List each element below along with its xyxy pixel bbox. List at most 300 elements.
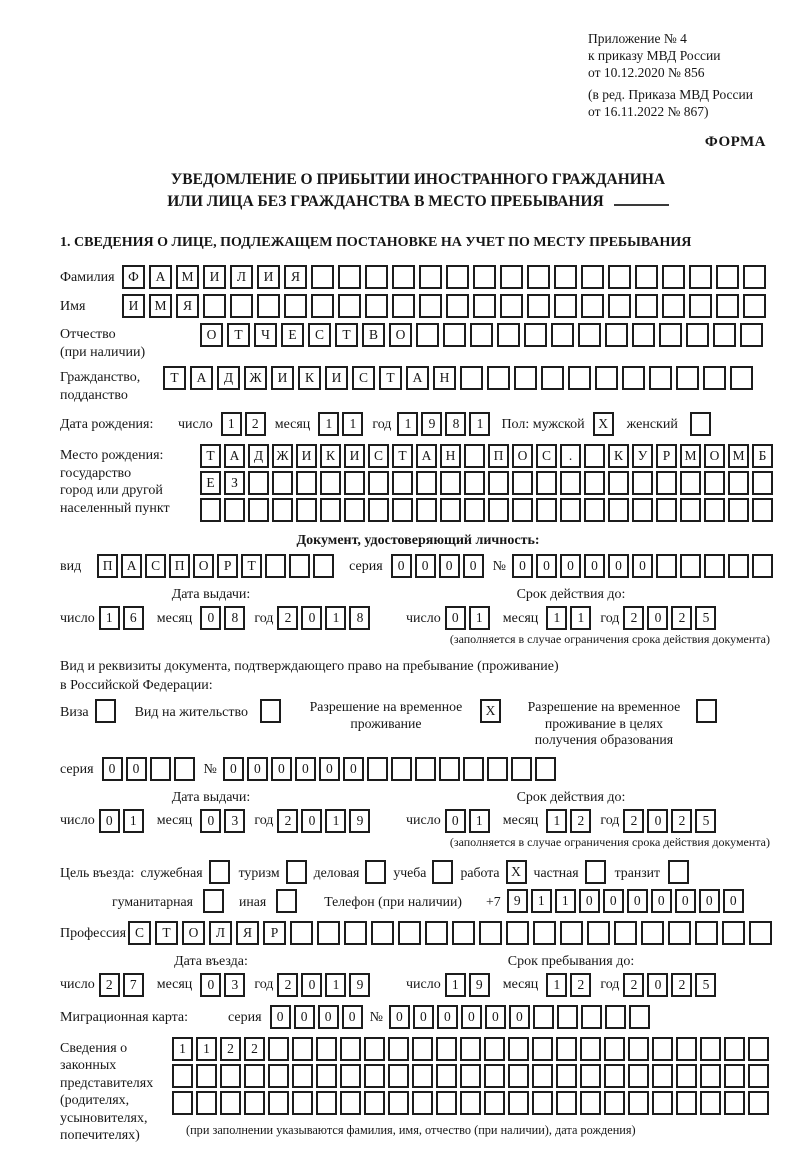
char-cell[interactable]: 5 <box>695 606 716 630</box>
char-cell[interactable]: 2 <box>245 412 266 436</box>
char-cell[interactable] <box>416 323 439 347</box>
char-cell[interactable] <box>632 498 653 522</box>
char-cell[interactable] <box>368 498 389 522</box>
char-cell[interactable] <box>487 757 508 781</box>
char-cell[interactable] <box>584 498 605 522</box>
char-cell[interactable]: С <box>128 921 151 945</box>
char-cell[interactable]: Т <box>335 323 358 347</box>
char-cell[interactable] <box>290 921 313 945</box>
char-cell[interactable]: 0 <box>295 757 316 781</box>
char-cell[interactable] <box>248 471 269 495</box>
char-cell[interactable]: 1 <box>531 889 552 913</box>
char-cell[interactable]: 1 <box>546 809 567 833</box>
male-checkbox[interactable] <box>593 412 617 436</box>
char-cell[interactable] <box>580 1091 601 1115</box>
char-cell[interactable]: 0 <box>675 889 696 913</box>
char-cell[interactable] <box>728 498 749 522</box>
char-cell[interactable]: 2 <box>623 973 644 997</box>
char-cell[interactable] <box>268 1064 289 1088</box>
char-cell[interactable] <box>388 1091 409 1115</box>
char-cell[interactable]: П <box>97 554 118 578</box>
char-cell[interactable] <box>436 1091 457 1115</box>
char-cell[interactable] <box>541 366 564 390</box>
char-cell[interactable] <box>320 471 341 495</box>
char-cell[interactable]: 0 <box>126 757 147 781</box>
char-cell[interactable]: 0 <box>271 757 292 781</box>
char-cell[interactable] <box>506 921 529 945</box>
char-cell[interactable] <box>743 265 766 289</box>
char-cell[interactable] <box>289 554 310 578</box>
char-cell[interactable] <box>690 412 711 436</box>
char-cell[interactable]: 9 <box>349 809 370 833</box>
char-cell[interactable]: 0 <box>608 554 629 578</box>
char-cell[interactable] <box>649 366 672 390</box>
char-cell[interactable]: С <box>536 444 557 468</box>
char-cell[interactable] <box>629 1005 650 1029</box>
char-cell[interactable] <box>500 265 523 289</box>
char-cell[interactable]: 0 <box>247 757 268 781</box>
char-cell[interactable] <box>730 366 753 390</box>
char-cell[interactable] <box>479 921 502 945</box>
char-cell[interactable] <box>344 471 365 495</box>
char-cell[interactable]: А <box>149 265 172 289</box>
char-cell[interactable]: 8 <box>224 606 245 630</box>
char-cell[interactable] <box>473 265 496 289</box>
char-cell[interactable] <box>446 294 469 318</box>
char-cell[interactable] <box>272 498 293 522</box>
char-cell[interactable] <box>392 294 415 318</box>
char-cell[interactable]: В <box>362 323 385 347</box>
char-cell[interactable]: С <box>352 366 375 390</box>
char-cell[interactable] <box>248 498 269 522</box>
char-cell[interactable]: Т <box>227 323 250 347</box>
char-cell[interactable]: Т <box>155 921 178 945</box>
char-cell[interactable] <box>512 498 533 522</box>
char-cell[interactable] <box>419 294 442 318</box>
char-cell[interactable] <box>704 471 725 495</box>
char-cell[interactable]: М <box>149 294 172 318</box>
char-cell[interactable]: 1 <box>342 412 363 436</box>
char-cell[interactable] <box>533 921 556 945</box>
char-cell[interactable]: Р <box>263 921 286 945</box>
char-cell[interactable] <box>511 757 532 781</box>
female-checkbox[interactable] <box>690 412 714 436</box>
char-cell[interactable] <box>203 889 224 913</box>
char-cell[interactable] <box>260 699 281 723</box>
char-cell[interactable] <box>365 860 386 884</box>
char-cell[interactable]: 5 <box>695 973 716 997</box>
char-cell[interactable]: 7 <box>123 973 144 997</box>
char-cell[interactable]: 1 <box>325 606 346 630</box>
char-cell[interactable]: П <box>488 444 509 468</box>
residence-permit-checkbox[interactable] <box>260 699 284 723</box>
char-cell[interactable]: 2 <box>99 973 120 997</box>
char-cell[interactable] <box>340 1037 361 1061</box>
char-cell[interactable] <box>716 265 739 289</box>
char-cell[interactable]: Л <box>209 921 232 945</box>
char-cell[interactable] <box>439 757 460 781</box>
char-cell[interactable]: А <box>121 554 142 578</box>
char-cell[interactable]: 2 <box>244 1037 265 1061</box>
char-cell[interactable] <box>604 1037 625 1061</box>
char-cell[interactable] <box>284 294 307 318</box>
char-cell[interactable] <box>464 498 485 522</box>
char-cell[interactable]: 0 <box>270 1005 291 1029</box>
char-cell[interactable]: И <box>296 444 317 468</box>
char-cell[interactable]: С <box>308 323 331 347</box>
char-cell[interactable]: 0 <box>200 809 221 833</box>
char-cell[interactable] <box>680 498 701 522</box>
char-cell[interactable] <box>595 366 618 390</box>
char-cell[interactable] <box>584 471 605 495</box>
char-cell[interactable] <box>512 471 533 495</box>
char-cell[interactable]: 1 <box>445 973 466 997</box>
char-cell[interactable] <box>95 699 116 723</box>
char-cell[interactable]: А <box>190 366 213 390</box>
char-cell[interactable] <box>508 1064 529 1088</box>
char-cell[interactable] <box>311 265 334 289</box>
char-cell[interactable]: 0 <box>318 1005 339 1029</box>
char-cell[interactable] <box>452 921 475 945</box>
char-cell[interactable] <box>368 471 389 495</box>
char-cell[interactable] <box>230 294 253 318</box>
char-cell[interactable] <box>532 1064 553 1088</box>
char-cell[interactable] <box>196 1091 217 1115</box>
char-cell[interactable]: 3 <box>224 809 245 833</box>
char-cell[interactable] <box>488 471 509 495</box>
char-cell[interactable]: С <box>368 444 389 468</box>
char-cell[interactable] <box>700 1037 721 1061</box>
char-cell[interactable]: И <box>271 366 294 390</box>
char-cell[interactable] <box>276 889 297 913</box>
char-cell[interactable] <box>652 1064 673 1088</box>
char-cell[interactable]: Т <box>200 444 221 468</box>
char-cell[interactable] <box>676 1091 697 1115</box>
char-cell[interactable] <box>209 860 230 884</box>
char-cell[interactable] <box>316 1064 337 1088</box>
char-cell[interactable]: 0 <box>485 1005 506 1029</box>
char-cell[interactable]: К <box>320 444 341 468</box>
char-cell[interactable] <box>150 757 171 781</box>
char-cell[interactable] <box>398 921 421 945</box>
work-checkbox[interactable] <box>506 860 530 884</box>
char-cell[interactable] <box>689 294 712 318</box>
char-cell[interactable] <box>551 323 574 347</box>
char-cell[interactable]: 2 <box>570 973 591 997</box>
char-cell[interactable] <box>580 1037 601 1061</box>
char-cell[interactable]: У <box>632 444 653 468</box>
char-cell[interactable]: 1 <box>318 412 339 436</box>
char-cell[interactable] <box>364 1037 385 1061</box>
char-cell[interactable] <box>722 921 745 945</box>
char-cell[interactable] <box>676 1064 697 1088</box>
char-cell[interactable]: И <box>344 444 365 468</box>
char-cell[interactable] <box>464 471 485 495</box>
char-cell[interactable]: 8 <box>445 412 466 436</box>
char-cell[interactable] <box>689 265 712 289</box>
char-cell[interactable] <box>344 921 367 945</box>
char-cell[interactable] <box>695 921 718 945</box>
char-cell[interactable] <box>628 1064 649 1088</box>
char-cell[interactable] <box>268 1091 289 1115</box>
char-cell[interactable]: 1 <box>325 973 346 997</box>
char-cell[interactable] <box>554 265 577 289</box>
char-cell[interactable] <box>440 498 461 522</box>
char-cell[interactable] <box>632 323 655 347</box>
char-cell[interactable]: 2 <box>570 809 591 833</box>
char-cell[interactable] <box>748 1037 769 1061</box>
char-cell[interactable]: 2 <box>623 809 644 833</box>
char-cell[interactable] <box>680 554 701 578</box>
char-cell[interactable] <box>220 1064 241 1088</box>
char-cell[interactable]: 0 <box>627 889 648 913</box>
char-cell[interactable]: 0 <box>437 1005 458 1029</box>
char-cell[interactable] <box>500 294 523 318</box>
char-cell[interactable] <box>713 323 736 347</box>
char-cell[interactable]: Ж <box>244 366 267 390</box>
char-cell[interactable] <box>652 1091 673 1115</box>
char-cell[interactable]: 0 <box>560 554 581 578</box>
char-cell[interactable] <box>748 1091 769 1115</box>
char-cell[interactable]: Я <box>284 265 307 289</box>
char-cell[interactable]: Н <box>440 444 461 468</box>
char-cell[interactable] <box>364 1064 385 1088</box>
char-cell[interactable] <box>292 1064 313 1088</box>
char-cell[interactable]: 2 <box>671 973 692 997</box>
char-cell[interactable] <box>700 1064 721 1088</box>
char-cell[interactable]: О <box>512 444 533 468</box>
char-cell[interactable] <box>740 323 763 347</box>
char-cell[interactable] <box>581 1005 602 1029</box>
char-cell[interactable]: 2 <box>277 973 298 997</box>
char-cell[interactable]: Р <box>217 554 238 578</box>
char-cell[interactable] <box>656 471 677 495</box>
char-cell[interactable] <box>292 1037 313 1061</box>
char-cell[interactable] <box>425 921 448 945</box>
char-cell[interactable] <box>196 1064 217 1088</box>
char-cell[interactable] <box>608 294 631 318</box>
study-checkbox[interactable] <box>432 860 456 884</box>
char-cell[interactable]: 1 <box>469 606 490 630</box>
char-cell[interactable]: Т <box>392 444 413 468</box>
char-cell[interactable] <box>419 265 442 289</box>
char-cell[interactable]: З <box>224 471 245 495</box>
char-cell[interactable]: 0 <box>301 809 322 833</box>
char-cell[interactable]: К <box>608 444 629 468</box>
char-cell[interactable]: И <box>325 366 348 390</box>
char-cell[interactable] <box>532 1037 553 1061</box>
char-cell[interactable]: 5 <box>695 809 716 833</box>
char-cell[interactable] <box>432 860 453 884</box>
char-cell[interactable] <box>470 323 493 347</box>
char-cell[interactable] <box>536 498 557 522</box>
char-cell[interactable] <box>556 1037 577 1061</box>
char-cell[interactable]: М <box>176 265 199 289</box>
char-cell[interactable]: 0 <box>99 809 120 833</box>
char-cell[interactable]: Д <box>217 366 240 390</box>
char-cell[interactable]: 0 <box>647 606 668 630</box>
char-cell[interactable] <box>440 471 461 495</box>
char-cell[interactable] <box>752 498 773 522</box>
char-cell[interactable] <box>388 1064 409 1088</box>
char-cell[interactable] <box>388 1037 409 1061</box>
char-cell[interactable] <box>676 366 699 390</box>
char-cell[interactable]: О <box>182 921 205 945</box>
char-cell[interactable]: 0 <box>463 554 484 578</box>
char-cell[interactable]: X <box>593 412 614 436</box>
char-cell[interactable] <box>581 294 604 318</box>
char-cell[interactable]: 9 <box>469 973 490 997</box>
char-cell[interactable] <box>728 471 749 495</box>
char-cell[interactable] <box>608 498 629 522</box>
temp-residence-checkbox[interactable] <box>480 699 504 723</box>
char-cell[interactable] <box>724 1037 745 1061</box>
char-cell[interactable] <box>680 471 701 495</box>
char-cell[interactable]: 0 <box>102 757 123 781</box>
char-cell[interactable] <box>662 294 685 318</box>
char-cell[interactable] <box>316 1091 337 1115</box>
char-cell[interactable] <box>560 498 581 522</box>
char-cell[interactable] <box>614 921 637 945</box>
char-cell[interactable]: Б <box>752 444 773 468</box>
char-cell[interactable] <box>391 757 412 781</box>
char-cell[interactable] <box>527 265 550 289</box>
char-cell[interactable] <box>296 471 317 495</box>
char-cell[interactable] <box>174 757 195 781</box>
char-cell[interactable]: 0 <box>632 554 653 578</box>
char-cell[interactable]: 0 <box>509 1005 530 1029</box>
char-cell[interactable]: 1 <box>546 606 567 630</box>
char-cell[interactable]: 0 <box>294 1005 315 1029</box>
char-cell[interactable]: Ф <box>122 265 145 289</box>
char-cell[interactable] <box>484 1064 505 1088</box>
char-cell[interactable] <box>460 366 483 390</box>
char-cell[interactable]: Я <box>236 921 259 945</box>
char-cell[interactable]: 0 <box>651 889 672 913</box>
char-cell[interactable] <box>338 294 361 318</box>
char-cell[interactable] <box>656 554 677 578</box>
char-cell[interactable] <box>268 1037 289 1061</box>
char-cell[interactable]: 0 <box>723 889 744 913</box>
char-cell[interactable] <box>527 294 550 318</box>
char-cell[interactable]: Р <box>656 444 677 468</box>
char-cell[interactable]: И <box>257 265 280 289</box>
char-cell[interactable] <box>656 498 677 522</box>
char-cell[interactable] <box>316 1037 337 1061</box>
char-cell[interactable]: А <box>406 366 429 390</box>
char-cell[interactable] <box>560 921 583 945</box>
char-cell[interactable] <box>317 921 340 945</box>
char-cell[interactable] <box>172 1091 193 1115</box>
char-cell[interactable] <box>412 1091 433 1115</box>
char-cell[interactable] <box>311 294 334 318</box>
char-cell[interactable]: 1 <box>555 889 576 913</box>
char-cell[interactable] <box>686 323 709 347</box>
char-cell[interactable] <box>585 860 606 884</box>
char-cell[interactable] <box>272 471 293 495</box>
official-checkbox[interactable] <box>209 860 233 884</box>
char-cell[interactable] <box>752 554 773 578</box>
char-cell[interactable] <box>556 1064 577 1088</box>
private-checkbox[interactable] <box>585 860 609 884</box>
char-cell[interactable] <box>587 921 610 945</box>
char-cell[interactable] <box>676 1037 697 1061</box>
char-cell[interactable] <box>659 323 682 347</box>
char-cell[interactable] <box>244 1064 265 1088</box>
transit-checkbox[interactable] <box>668 860 692 884</box>
char-cell[interactable]: 2 <box>277 606 298 630</box>
char-cell[interactable]: И <box>122 294 145 318</box>
char-cell[interactable]: И <box>203 265 226 289</box>
char-cell[interactable]: П <box>169 554 190 578</box>
humanitarian-checkbox[interactable] <box>203 889 227 913</box>
char-cell[interactable]: Е <box>200 471 221 495</box>
char-cell[interactable] <box>487 366 510 390</box>
char-cell[interactable] <box>313 554 334 578</box>
char-cell[interactable]: 1 <box>221 412 242 436</box>
char-cell[interactable]: 1 <box>172 1037 193 1061</box>
char-cell[interactable] <box>344 498 365 522</box>
char-cell[interactable] <box>749 921 772 945</box>
char-cell[interactable]: 2 <box>623 606 644 630</box>
char-cell[interactable]: 6 <box>123 606 144 630</box>
temp-residence-education-checkbox[interactable] <box>696 699 720 723</box>
tourism-checkbox[interactable] <box>286 860 310 884</box>
char-cell[interactable]: 2 <box>220 1037 241 1061</box>
char-cell[interactable] <box>580 1064 601 1088</box>
char-cell[interactable]: О <box>193 554 214 578</box>
char-cell[interactable] <box>605 1005 626 1029</box>
char-cell[interactable] <box>364 1091 385 1115</box>
char-cell[interactable] <box>604 1064 625 1088</box>
char-cell[interactable] <box>416 471 437 495</box>
char-cell[interactable]: Т <box>241 554 262 578</box>
char-cell[interactable] <box>415 757 436 781</box>
char-cell[interactable] <box>460 1091 481 1115</box>
char-cell[interactable]: 0 <box>439 554 460 578</box>
char-cell[interactable]: 0 <box>579 889 600 913</box>
char-cell[interactable]: А <box>224 444 245 468</box>
char-cell[interactable] <box>443 323 466 347</box>
char-cell[interactable] <box>628 1037 649 1061</box>
char-cell[interactable] <box>367 757 388 781</box>
business-checkbox[interactable] <box>365 860 389 884</box>
char-cell[interactable]: 1 <box>397 412 418 436</box>
char-cell[interactable] <box>265 554 286 578</box>
char-cell[interactable]: Я <box>176 294 199 318</box>
char-cell[interactable]: Ж <box>272 444 293 468</box>
char-cell[interactable] <box>292 1091 313 1115</box>
char-cell[interactable]: 0 <box>391 554 412 578</box>
char-cell[interactable]: 0 <box>342 1005 363 1029</box>
char-cell[interactable] <box>584 444 605 468</box>
char-cell[interactable] <box>628 1091 649 1115</box>
char-cell[interactable]: 2 <box>277 809 298 833</box>
char-cell[interactable] <box>724 1064 745 1088</box>
char-cell[interactable] <box>365 265 388 289</box>
char-cell[interactable] <box>412 1037 433 1061</box>
char-cell[interactable]: Т <box>379 366 402 390</box>
char-cell[interactable] <box>724 1091 745 1115</box>
char-cell[interactable] <box>535 757 556 781</box>
char-cell[interactable]: 1 <box>469 809 490 833</box>
char-cell[interactable] <box>488 498 509 522</box>
char-cell[interactable] <box>460 1037 481 1061</box>
char-cell[interactable]: 2 <box>671 606 692 630</box>
char-cell[interactable]: 0 <box>319 757 340 781</box>
char-cell[interactable] <box>392 265 415 289</box>
char-cell[interactable] <box>622 366 645 390</box>
